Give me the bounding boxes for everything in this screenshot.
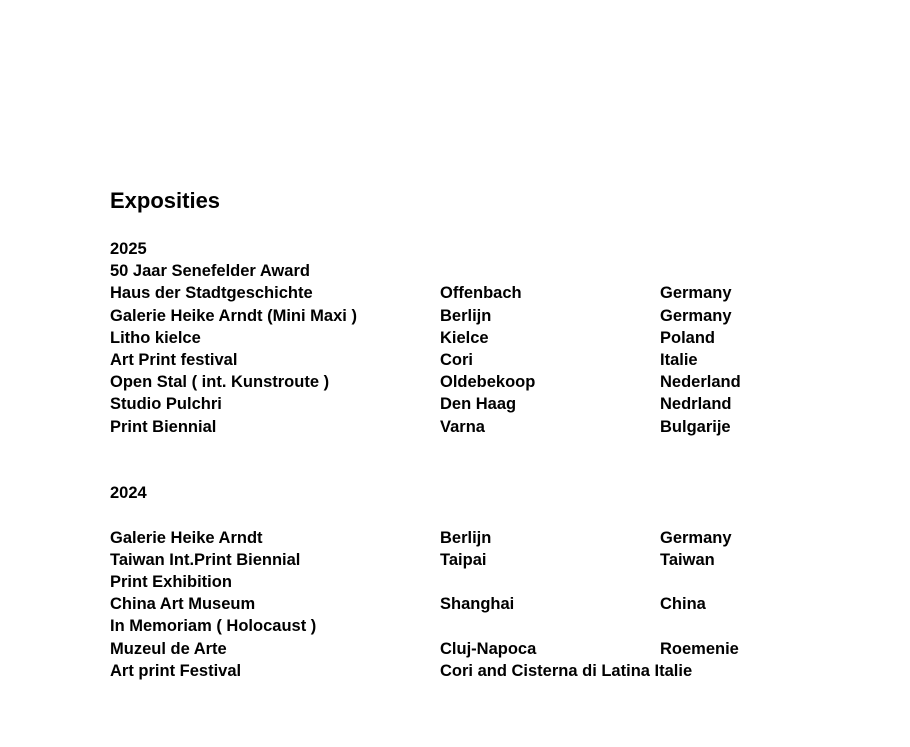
exhibition-row	[110, 416, 870, 438]
exhibition-row	[110, 327, 870, 349]
exhibition-name: Haus der Stadtgeschichte	[110, 284, 313, 303]
exhibition-name: Muzeul de Arte	[110, 639, 227, 658]
year-heading	[110, 238, 870, 260]
exhibition-row	[110, 260, 870, 282]
exhibitions-page	[110, 186, 870, 682]
exhibition-city: Cori and Cisterna di Latina Italie	[440, 661, 693, 680]
year-label: 2025	[110, 240, 147, 258]
exhibition-city: Cluj-Napoca	[440, 639, 537, 658]
section-spacer	[110, 438, 870, 483]
exhibition-name: Art Print festival	[110, 350, 238, 369]
exhibition-country: Italie	[660, 350, 698, 369]
exhibition-city: Den Haag	[440, 395, 517, 414]
exhibition-name: Studio Pulchri	[110, 395, 222, 414]
exhibition-row	[110, 371, 870, 393]
exhibition-city: Berlijn	[440, 528, 492, 547]
exhibition-country: Taiwan	[660, 550, 715, 569]
row-spacer	[110, 504, 870, 526]
exhibition-name: Print Exhibition	[110, 572, 232, 591]
exhibition-name: Litho kielce	[110, 328, 201, 347]
exhibition-row	[110, 549, 870, 571]
page-title: Exposities	[110, 188, 221, 213]
exhibition-row	[110, 660, 870, 682]
exhibition-city: Shanghai	[440, 595, 515, 614]
exhibition-country: Germany	[660, 284, 732, 303]
exhibition-row	[110, 593, 870, 615]
exhibition-country: Roemenie	[660, 639, 739, 658]
exhibition-city	[440, 615, 660, 637]
exhibition-row	[110, 349, 870, 371]
exhibition-row	[110, 305, 870, 327]
exhibition-name: Print Biennial	[110, 417, 217, 436]
exhibition-row	[110, 527, 870, 549]
year-heading	[110, 482, 870, 504]
exhibition-row	[110, 571, 870, 593]
exhibition-name: Open Stal ( int. Kunstroute )	[110, 373, 330, 392]
exhibition-name: Galerie Heike Arndt (Mini Maxi )	[110, 306, 357, 325]
exhibition-country: Nederland	[660, 373, 741, 392]
section-2025	[110, 238, 870, 438]
exhibition-city: Taipai	[440, 550, 487, 569]
exhibition-row	[110, 393, 870, 415]
exhibition-name: Art print Festival	[110, 661, 242, 680]
exhibition-city: Oldebekoop	[440, 373, 536, 392]
exhibition-city	[440, 571, 660, 593]
exhibition-city: Kielce	[440, 328, 489, 347]
exhibition-city: Cori	[440, 350, 473, 369]
exhibition-name: 50 Jaar Senefelder Award	[110, 262, 310, 281]
exhibition-country: Nedrland	[660, 395, 732, 414]
exhibition-country	[660, 260, 860, 282]
exhibition-country: Poland	[660, 328, 716, 347]
section-2024	[110, 482, 870, 682]
exhibition-country	[660, 571, 860, 593]
exhibition-name: Taiwan Int.Print Biennial	[110, 550, 301, 569]
exhibition-country	[660, 615, 860, 637]
exhibition-country: Germany	[660, 306, 732, 325]
exhibition-name: In Memoriam ( Holocaust )	[110, 617, 317, 636]
exhibition-country	[660, 660, 860, 682]
exhibition-city: Varna	[440, 417, 485, 436]
exhibition-country: Bulgarije	[660, 417, 731, 436]
year-label: 2024	[110, 484, 147, 503]
exhibition-name: China Art Museum	[110, 595, 256, 614]
exhibition-city: Offenbach	[440, 284, 522, 303]
exhibition-city: Berlijn	[440, 306, 492, 325]
exhibition-row	[110, 282, 870, 304]
exhibition-country: Germany	[660, 528, 732, 547]
exhibition-city	[440, 260, 660, 282]
exhibition-row	[110, 615, 870, 637]
exhibition-name: Galerie Heike Arndt	[110, 528, 263, 547]
exhibition-row	[110, 638, 870, 660]
exhibition-country: China	[660, 595, 706, 614]
